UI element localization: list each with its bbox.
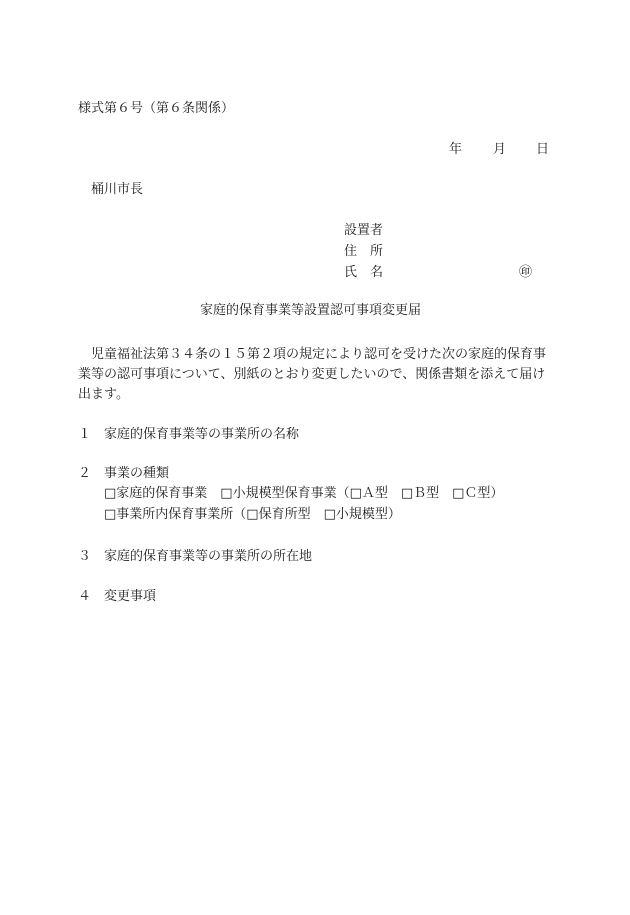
item-number: １ xyxy=(78,427,92,442)
date-day-label: 日 xyxy=(536,142,550,157)
body-paragraph: 児童福祉法第３４条の１５第２項の規定により認可を受けた次の家庭的保育事業等の認可事項について、別紙のとおり変更したいので、関係書類を添えて届け出ます。 xyxy=(78,347,547,402)
item-number: ４ xyxy=(78,589,92,604)
item-label: 家庭的保育事業等の事業所の所在地 xyxy=(104,549,313,564)
item-2 xyxy=(78,467,169,480)
address-label: 住 所 xyxy=(344,244,384,259)
date-year-label: 年 xyxy=(449,142,463,157)
item-label: 家庭的保育事業等の事業所の名称 xyxy=(104,427,300,442)
date-row xyxy=(449,143,549,156)
business-type-options-line-1: □家庭的保育事業 □小規模型保育事業（□Ａ型 □Ｂ型 □Ｃ型） xyxy=(104,486,504,501)
address-row xyxy=(344,245,384,266)
date-month-label: 月 xyxy=(493,142,507,157)
name-row xyxy=(344,266,384,287)
recipient: 桶川市長 xyxy=(91,182,144,197)
form-number: 様式第６号（第６条関係） xyxy=(78,101,235,116)
founder-label: 設置者 xyxy=(344,223,384,238)
document-title: 家庭的保育事業等設置認可事項変更届 xyxy=(200,303,422,318)
item-number: ２ xyxy=(78,466,92,481)
item-number: ３ xyxy=(78,549,92,564)
founder-row xyxy=(344,224,384,245)
business-type-options-line-2: □事業所内保育事業所（□保育所型 □小規模型） xyxy=(104,507,401,522)
item-1 xyxy=(78,428,299,441)
item-label: 事業の種類 xyxy=(104,466,170,481)
item-3 xyxy=(78,550,312,563)
name-label: 氏 名 xyxy=(344,265,384,280)
item-label: 変更事項 xyxy=(104,589,157,604)
seal-mark: ㊞ xyxy=(519,265,533,280)
applicant-block xyxy=(344,223,533,287)
item-4 xyxy=(78,590,156,603)
